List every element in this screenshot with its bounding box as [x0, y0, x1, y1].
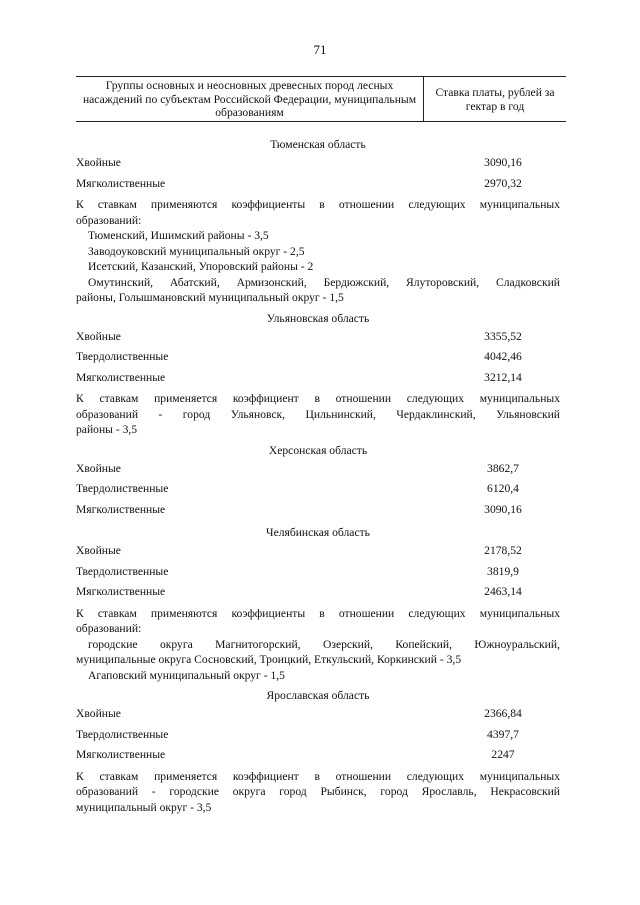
rate-value: 4042,46 [484, 350, 522, 363]
note-line: Заводоуковский муниципальный округ - 2,5 [88, 244, 305, 258]
table-row [76, 153, 560, 174]
table-row [76, 347, 560, 368]
note-line: образований - город Ульяновск, Цильнинский, Чердаклинский, Ульяновский [76, 407, 560, 421]
note-line: образований: [76, 622, 142, 635]
region-title: Херсонская область [268, 443, 368, 457]
species-group-name: Хвойные [76, 544, 121, 557]
note-line: Исетский, Казанский, Упоровский районы - 2 [88, 260, 314, 273]
region-title: Ульяновская область [266, 311, 370, 325]
species-group-name: Мягколиственные [76, 176, 166, 190]
rates-table-body [76, 132, 560, 815]
note-line: городские округа Магнитогорский, Озерский, Копейский, Южноуральский, [88, 637, 560, 651]
rate-value: 2463,14 [484, 585, 522, 598]
table-row [76, 327, 560, 348]
region-section [76, 688, 560, 815]
rate-value: 2247 [491, 748, 515, 761]
species-group-name: Твердолиственные [76, 564, 169, 578]
species-group-name: Хвойные [76, 461, 121, 475]
table-row [76, 368, 560, 389]
header-column-rate: Ставка платы, рублей за гектар в год [435, 86, 555, 113]
rate-value: 2366,84 [484, 707, 522, 720]
coefficient-note [76, 391, 560, 438]
table-row [76, 745, 560, 766]
note-line: К ставкам применяется коэффициент в отношении следующих муниципальных [76, 769, 560, 783]
note-line: муниципальные округа Сосновский, Троицкий, Еткульский, Коркинский - 3,5 [76, 653, 462, 666]
coefficient-note [76, 606, 560, 684]
table-row [76, 541, 560, 562]
coefficient-note [76, 197, 560, 306]
table-row [76, 562, 560, 583]
region-title: Челябинская область [266, 526, 370, 539]
region-section [76, 311, 560, 438]
rate-value: 3862,7 [487, 461, 519, 475]
rate-value: 3819,9 [487, 564, 519, 578]
region-section [76, 525, 560, 683]
rate-value: 3212,14 [484, 370, 522, 384]
rate-value: 3090,16 [484, 156, 522, 169]
table-row [76, 704, 560, 725]
note-line: районы, Голышмановский муниципальный округ - 1,5 [76, 291, 344, 304]
table-row [76, 459, 560, 480]
region-section [76, 443, 560, 521]
table-row [76, 500, 560, 521]
rate-value: 2970,32 [484, 176, 522, 190]
table-header [76, 76, 566, 122]
note-line: К ставкам применяются коэффициенты в отношении следующих муниципальных [76, 606, 560, 620]
header-column-species-groups: Группы основных и неосновных древесных пород лесных насаждений по субъектам Российской Федерации, муниципальным образованиям [76, 77, 424, 121]
note-line: К ставкам применяются коэффициенты в отношении следующих муниципальных [76, 198, 560, 211]
species-group-name: Хвойные [76, 156, 121, 169]
note-line: районы - 3,5 [76, 423, 138, 436]
species-group-name: Твердолиственные [76, 350, 169, 363]
table-row [76, 479, 560, 500]
region-title: Ярославская область [266, 689, 370, 702]
note-line: Тюменский, Ишимский районы - 3,5 [88, 229, 269, 242]
table-row [76, 174, 560, 195]
species-group-name: Хвойные [76, 329, 121, 343]
species-group-name: Мягколиственные [76, 748, 166, 761]
species-group-name: Хвойные [76, 707, 121, 720]
note-line: муниципальный округ - 3,5 [76, 800, 212, 814]
species-group-name: Мягколиственные [76, 370, 166, 384]
rate-value: 4397,7 [487, 727, 519, 741]
species-group-name: Твердолиственные [76, 482, 169, 495]
coefficient-note [76, 769, 560, 816]
note-line: образований: [76, 213, 142, 227]
species-group-name: Твердолиственные [76, 727, 169, 741]
region-title: Тюменская область [270, 138, 366, 151]
note-line: Агаповский муниципальный округ - 1,5 [88, 668, 285, 682]
note-line: К ставкам применяется коэффициент в отношении следующих муниципальных [76, 392, 560, 405]
species-group-name: Мягколиственные [76, 585, 166, 598]
rate-value: 2178,52 [484, 544, 522, 557]
rate-value: 3355,52 [484, 329, 522, 343]
table-row [76, 725, 560, 746]
species-group-name: Мягколиственные [76, 502, 166, 516]
rate-value: 3090,16 [484, 502, 522, 516]
rate-value: 6120,4 [487, 482, 519, 495]
note-line: Омутинский, Абатский, Армизонский, Бердюжский, Ялуторовский, Сладковский [88, 275, 560, 289]
page-number: 71 [313, 42, 327, 57]
note-line: образований - городские округа город Рыбинск, город Ярославль, Некрасовский [76, 785, 560, 798]
region-section [76, 137, 560, 306]
table-row [76, 582, 560, 603]
